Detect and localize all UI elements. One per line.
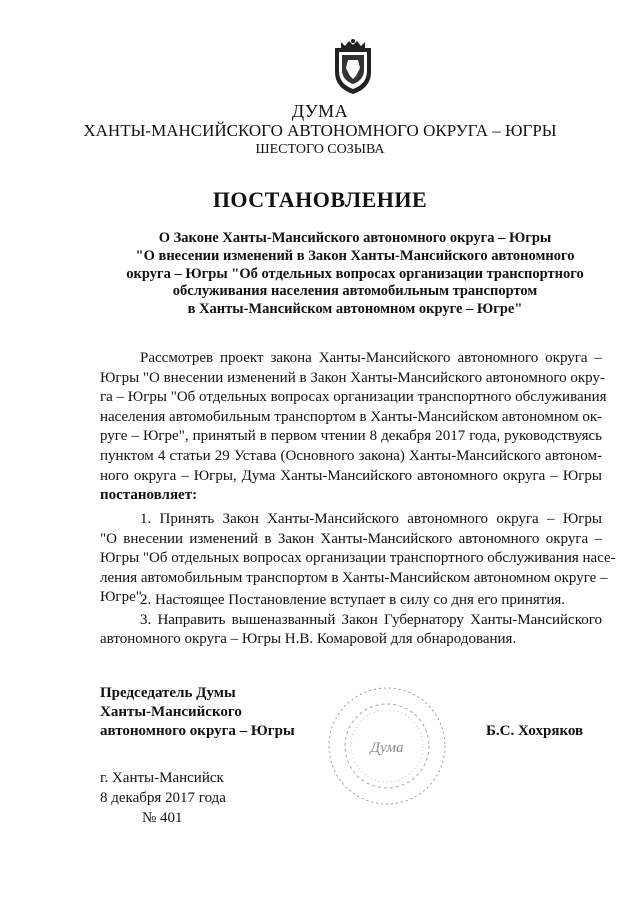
resolves-keyword: постановляет: [100, 487, 198, 504]
item-line: Югры "Об отдельных вопросах организации транспортного обслуживания насе- [100, 550, 616, 567]
item-line: ления автомобильным транспортом в Ханты-Мансийском автономном округе – [100, 569, 608, 586]
preamble-line: руге – Югре", принятый в первом чтении 8 декабря 2017 года, руководствуясь [100, 428, 602, 445]
subject-line: округа – Югры "Об отдельных вопросах организации транспортного [126, 265, 584, 282]
stamp-seal [325, 682, 450, 810]
subject-line: О Законе Ханты-Мансийского автономного округа – Югры [158, 230, 552, 246]
preamble-paragraph [100, 349, 607, 506]
signer-name: Б.С. Хохряков [486, 723, 584, 739]
chair-line: Ханты-Мансийского [100, 704, 242, 720]
item-line: Югре". [100, 589, 146, 606]
subject-line: в Ханты-Мансийском автономном округе – Югре" [187, 301, 523, 318]
duma-title: ДУМА [291, 101, 349, 121]
item-line: 1. Принять Закон Ханты-Мансийского автономного округа – Югры [140, 511, 602, 527]
city-label: г. Ханты-Мансийск [100, 770, 224, 786]
stamp-text: Дума [370, 740, 404, 756]
preamble-line: ного округа – Югры, Дума Ханты-Мансийского автономного округа – Югры [100, 467, 602, 484]
coat-of-arms-icon [331, 38, 375, 96]
okrug-title: ХАНТЫ-МАНСИЙСКОГО АВТОНОМНОГО ОКРУГА – ЮГРЫ [83, 121, 557, 140]
preamble-line: населения автомобильным транспортом в Ханты-Мансийском автономном ок- [100, 408, 603, 425]
preamble-line: Югры "О внесении изменений в Закон Ханты-Мансийского автономного окру- [100, 369, 605, 386]
subject-line: обслуживания населения автомобильным транспортом [172, 283, 538, 300]
chair-title [100, 684, 295, 741]
convocation-label: ШЕСТОГО СОЗЫВА [255, 142, 385, 157]
subject-line: "О внесении изменений в Закон Ханты-Мансийского автономного [135, 247, 575, 264]
preamble-line: пунктом 4 статьи 29 Устава (Основного закона) Ханты-Мансийского автоном- [100, 447, 602, 464]
preamble-line: Рассмотрев проект закона Ханты-Мансийского автономного округа – [140, 350, 602, 366]
document-footer [100, 768, 226, 828]
item-3-line: автономного округа – Югры Н.В. Комаровой для обнародования. [100, 631, 517, 648]
preamble-line: га – Югры "Об отдельных вопросах организации транспортного обслуживания [100, 389, 607, 406]
chair-line: Председатель Думы [100, 685, 236, 701]
date-label: 8 декабря 2017 года [100, 790, 226, 806]
item-3-line: 3. Направить вышеназванный Закон Губернатору Ханты-Мансийского [140, 611, 602, 628]
item-2: 2. Настоящее Постановление вступает в силу со дня его принятия. [140, 592, 566, 608]
document-type-title: ПОСТАНОВЛЕНИЕ [212, 187, 428, 212]
items-2-3 [100, 591, 602, 650]
item-line: "О внесении изменений в Закон Ханты-Мансийского автономного округа – [100, 530, 602, 547]
document-subject [100, 230, 610, 319]
document-number: № 401 [142, 810, 183, 826]
chair-line: автономного округа – Югры [100, 723, 295, 739]
